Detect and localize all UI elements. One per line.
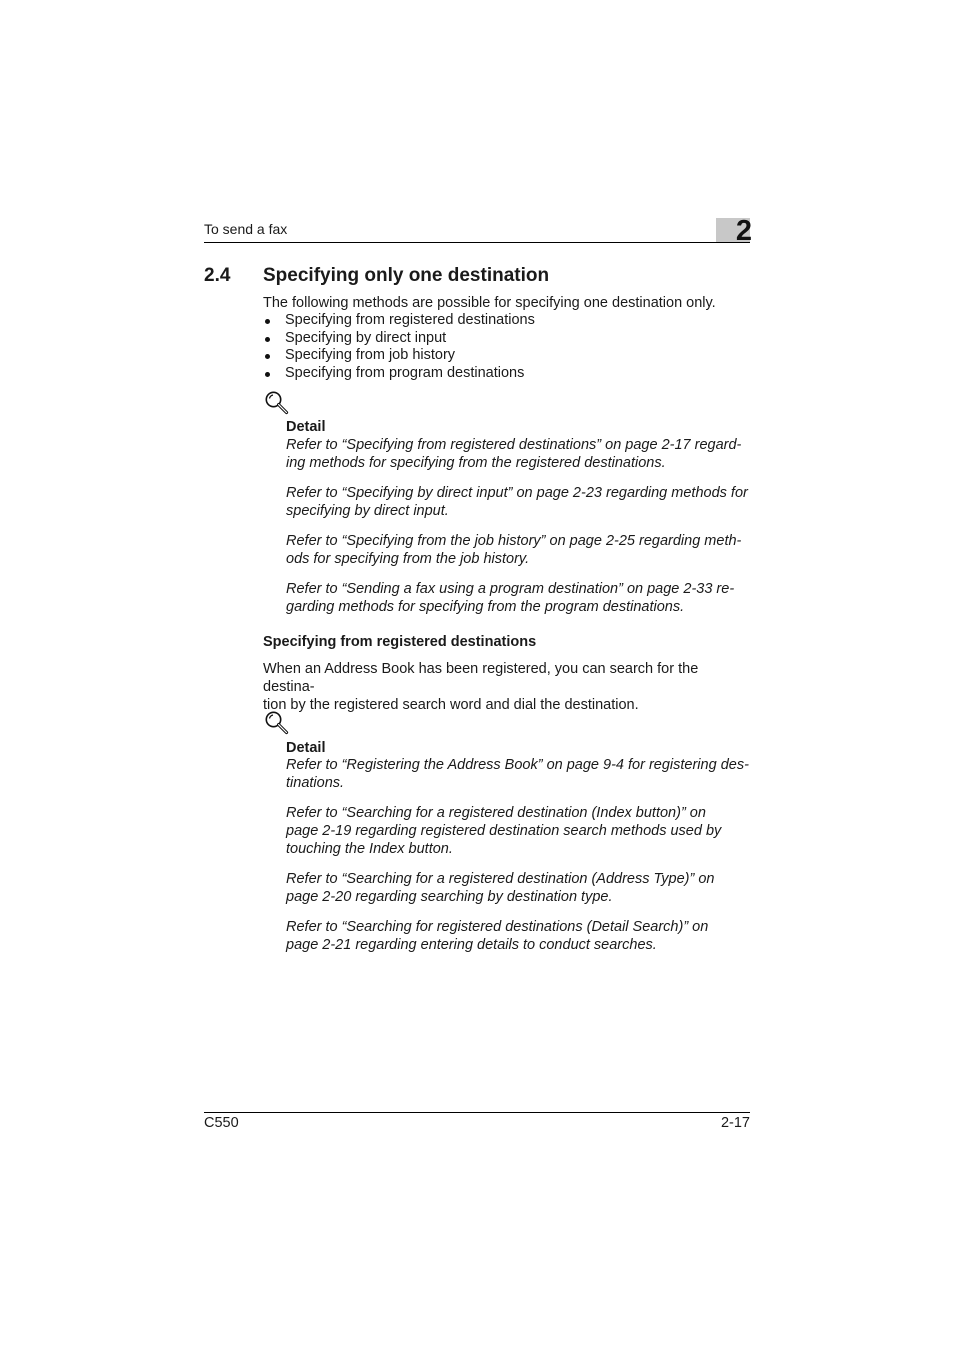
header-rule <box>204 242 750 243</box>
detail-note: Refer to “Registering the Address Book” on page 9-4 for registering des- tinations. <box>286 757 749 791</box>
detail-note: Refer to “Searching for a registered destination (Address Type)” on page 2-20 regarding searching by destination type. <box>286 871 715 905</box>
magnifier-icon <box>264 390 290 416</box>
detail-note: Refer to “Sending a fax using a program destination” on page 2-33 re- garding methods for specifying from the program destinations. <box>286 581 735 615</box>
footer-model: C550 <box>204 1115 239 1131</box>
bullet-icon <box>265 354 270 359</box>
subsection-paragraph: When an Address Book has been registered, you can search for the destina- tion by the registered search word and dial the destination. <box>263 661 699 713</box>
footer-rule <box>204 1112 750 1113</box>
list-item: Specifying from registered destinations <box>263 312 743 330</box>
bullet-icon <box>265 372 270 377</box>
method-list <box>263 312 743 383</box>
section-number: 2.4 <box>204 265 231 286</box>
bullet-icon <box>265 337 270 342</box>
detail-note: Refer to “Specifying by direct input” on page 2-23 regarding methods for specifying by direct input. <box>286 485 748 519</box>
intro-paragraph: The following methods are possible for specifying one destination only. <box>263 295 716 311</box>
detail-note: Refer to “Searching for registered destinations (Detail Search)” on page 2-21 regarding entering details to conduct searches. <box>286 919 709 953</box>
page-number: 2-17 <box>720 1115 750 1131</box>
running-header: To send a fax <box>204 221 288 237</box>
detail-note: Refer to “Searching for a registered destination (Index button)” on page 2-19 regarding registered destination search methods used by touching the Index button. <box>286 805 722 857</box>
list-item: Specifying from program destinations <box>263 365 743 383</box>
detail-label: Detail <box>286 740 326 756</box>
chapter-number: 2 <box>735 215 752 247</box>
list-item: Specifying from job history <box>263 347 743 365</box>
detail-label: Detail <box>286 419 326 435</box>
detail-note: Refer to “Specifying from the job history” on page 2-25 regarding meth- ods for specifying from the job history. <box>286 533 742 567</box>
list-item: Specifying by direct input <box>263 330 743 348</box>
magnifier-icon <box>264 710 290 736</box>
subsection-title: Specifying from registered destinations <box>263 634 537 650</box>
section-title: Specifying only one destination <box>263 265 550 286</box>
detail-note: Refer to “Specifying from registered destinations” on page 2-17 regard- ing methods for specifying from the registered destinations. <box>286 437 742 471</box>
bullet-icon <box>265 319 270 324</box>
